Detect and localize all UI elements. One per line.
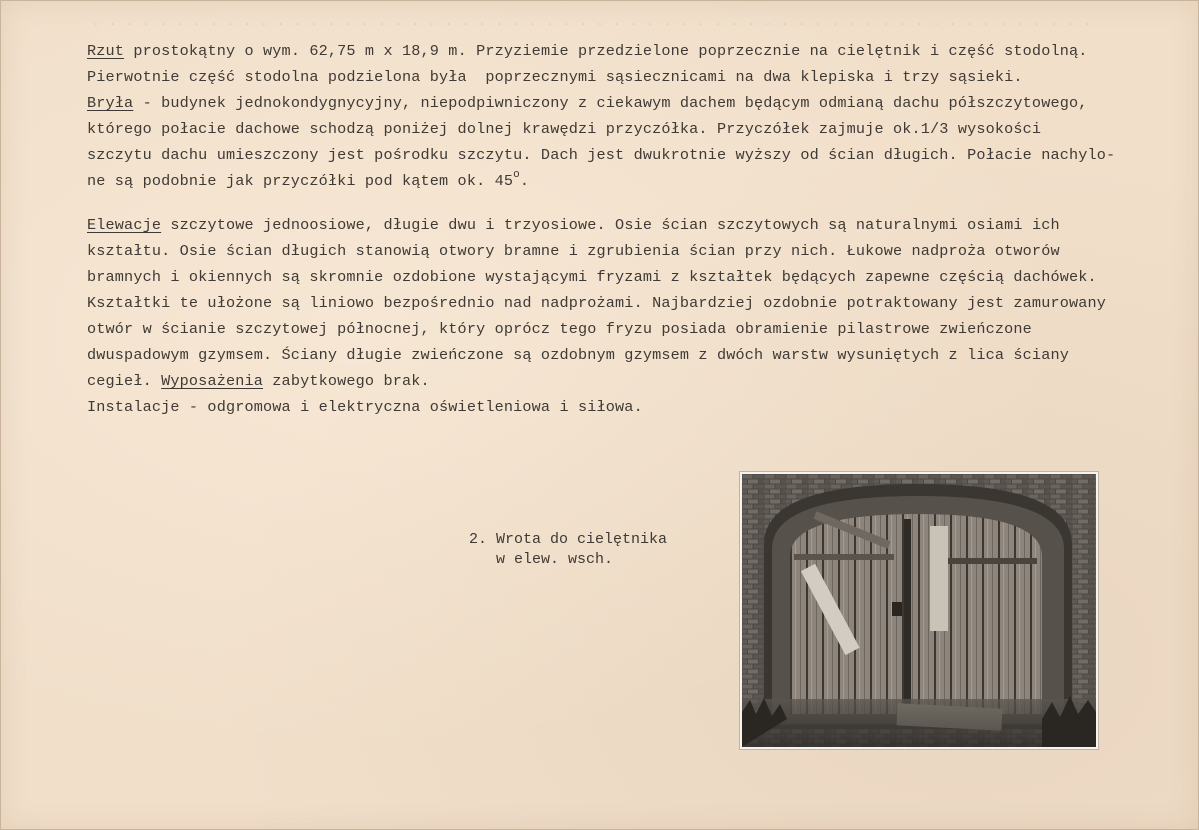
- degree-sign: o: [513, 168, 520, 181]
- photo-caption: [469, 530, 667, 570]
- text-line: Kształtki te ułożone są liniowo bezpośrednio nad nadprożami. Najbardziej ozdobnie potraktowany jest zamurowany: [87, 294, 1107, 312]
- text-line: ne są podobnie jak przyczółki pod kątem ok. 45$^o$.: [87, 168, 530, 190]
- text-line: Elewacje szczytowe jednoosiowe, długie dwu i trzyosiowe. Osie ścian szczytowych są naturalnymi osiami ich: [87, 216, 1060, 234]
- hinge-bar: [794, 554, 894, 560]
- faint-bleedthrough-text: . . . . . . . . . . . . . . . . . . . . . . . . . . . . . . . . . . . . . . . . . . . . . . . . . . . . . . . . . . . .: [92, 14, 1092, 29]
- photograph-barn-door: [740, 472, 1098, 749]
- door-lock: [892, 602, 902, 616]
- text-line: otwór w ścianie szczytowej północnej, który oprócz tego fryzu posiada obramienie pilastrowe zwieńczone: [87, 320, 1032, 338]
- rzut-heading: Rzut: [87, 42, 125, 60]
- door-center-gap: [904, 519, 911, 714]
- text-line: bramnych i okiennych są skromnie ozdobione wystającymi fryzami z kształtek będących zapewne częścią dachówek.: [87, 268, 1097, 286]
- text-line: szczytu dachu umieszczony jest pośrodku szczytu. Dach jest dwukrotnie wyższy od ścian długich. Połacie nachylo-: [87, 146, 1116, 164]
- paragraph-gap: [87, 194, 1192, 212]
- bryla-heading: Bryła: [87, 94, 134, 112]
- description-text: [87, 38, 1192, 420]
- text-line: kształtu. Osie ścian długich stanowią otwory bramne i zgrubienia ścian przy nich. Łukowe nadproża otworów: [87, 242, 1060, 260]
- text-line: Pierwotnie część stodolna podzielona była poprzecznymi sąsiecznicami na dwa klepiska i trzy sąsieki.: [87, 68, 1023, 86]
- light-plank: [930, 526, 948, 631]
- text-line: Instalacje - odgromowa i elektryczna oświetleniowa i siłowa.: [87, 398, 643, 416]
- text-line: Bryła - budynek jednokondygnycyjny, niepodpiwniczony z ciekawym dachem będącym odmianą dachu półszczytowego,: [87, 94, 1088, 112]
- elewacje-heading: Elewacje: [87, 216, 162, 234]
- text-line: którego połacie dachowe schodzą poniżej dolnej krawędzi przyczółka. Przyczółek zajmuje ok.1/3 wysokości: [87, 120, 1042, 138]
- caption-line: 2. Wrota do cielętnika: [469, 531, 668, 548]
- text-line: dwuspadowym gzymsem. Ściany długie zwieńczone są ozdobnym gzymsem z dwóch warstw wysuniętych z lica ściany: [87, 346, 1069, 364]
- caption-line: w elew. wsch.: [469, 551, 614, 568]
- text-line: Rzut prostokątny o wym. 62,75 m x 18,9 m. Przyziemie przedzielone poprzecznie na cielętnik i część stodolną.: [87, 42, 1088, 60]
- barn-door-illustration: [742, 474, 1096, 747]
- text-line: cegieł. Wyposażenia zabytkowego brak.: [87, 372, 430, 390]
- wyposazenia-heading: Wyposażenia: [161, 372, 264, 390]
- hinge-bar: [947, 558, 1037, 564]
